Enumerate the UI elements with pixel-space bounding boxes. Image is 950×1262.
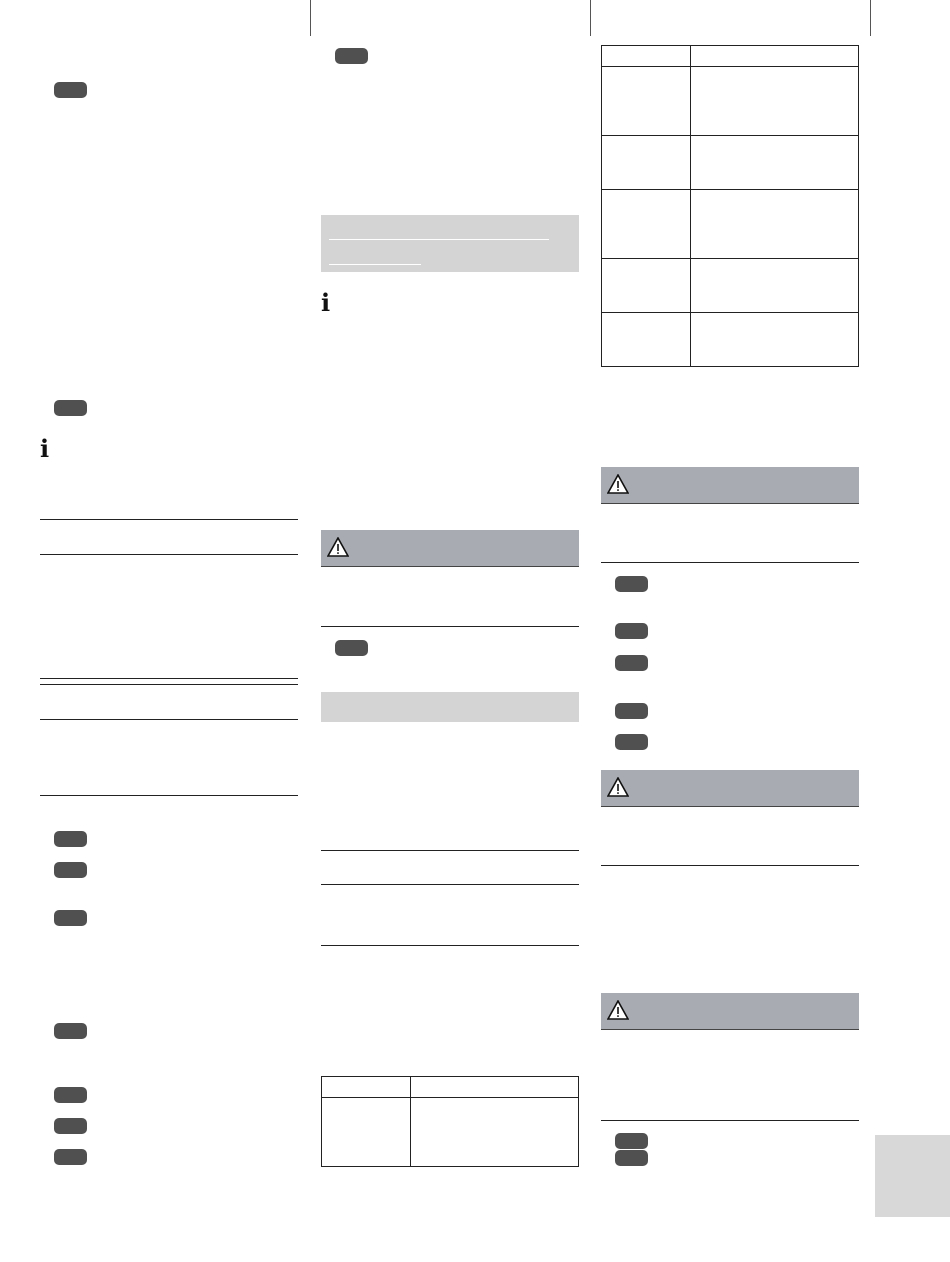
step-marker (615, 703, 648, 719)
step-marker (54, 1087, 87, 1103)
table-header-row (602, 46, 859, 67)
divider (40, 719, 298, 720)
table-header-row (322, 1077, 579, 1098)
step-marker (615, 623, 648, 639)
table-cell (602, 190, 691, 259)
step-marker (54, 1023, 87, 1039)
divider (601, 865, 859, 866)
step-marker (54, 1149, 87, 1165)
divider (40, 554, 298, 555)
table-cell (691, 67, 859, 136)
column-divider (310, 0, 311, 36)
table-header-cell (322, 1077, 411, 1098)
divider (40, 519, 298, 520)
table-cell (602, 313, 691, 367)
divider (321, 850, 579, 851)
warning-triangle-icon (607, 777, 629, 797)
step-marker (615, 1133, 648, 1149)
heading-underline (329, 239, 549, 240)
small-table (321, 1076, 579, 1167)
section-heading-box (321, 215, 579, 272)
divider (601, 562, 859, 563)
info-icon: i (40, 434, 50, 463)
table-cell (602, 259, 691, 313)
table-header-cell (411, 1077, 579, 1098)
warning-bar (321, 530, 579, 567)
side-tab (875, 1135, 950, 1217)
divider (601, 1120, 859, 1121)
step-marker (54, 1118, 87, 1134)
table-row (602, 259, 859, 313)
table-cell (322, 1098, 411, 1167)
divider (321, 884, 579, 885)
table-row (602, 190, 859, 259)
table-cell (411, 1098, 579, 1167)
table-cell (691, 313, 859, 367)
right-table (601, 45, 859, 367)
column-divider (590, 0, 591, 36)
table-row (602, 136, 859, 190)
table-row (602, 313, 859, 367)
table-row (322, 1098, 579, 1167)
divider (40, 795, 298, 796)
step-marker (615, 655, 648, 671)
table-cell (602, 136, 691, 190)
divider (321, 945, 579, 946)
table-cell (691, 190, 859, 259)
table-cell (691, 259, 859, 313)
heading-underline (329, 264, 421, 265)
table-header-cell (691, 46, 859, 67)
divider (321, 626, 579, 627)
step-marker (54, 400, 87, 416)
table-cell (691, 136, 859, 190)
section-heading-box (321, 692, 579, 722)
divider (40, 678, 298, 679)
warning-bar (601, 770, 859, 807)
warning-triangle-icon (327, 537, 349, 557)
step-marker (335, 48, 368, 64)
step-marker (615, 576, 648, 592)
step-marker (335, 640, 368, 656)
step-marker (54, 910, 87, 926)
table-row (602, 67, 859, 136)
step-marker (615, 734, 648, 750)
warning-triangle-icon (607, 474, 629, 494)
divider (40, 684, 298, 685)
table-cell (602, 67, 691, 136)
warning-triangle-icon (607, 1000, 629, 1020)
step-marker (615, 1150, 648, 1166)
warning-bar (601, 467, 859, 504)
table-header-cell (602, 46, 691, 67)
step-marker (54, 831, 87, 847)
info-icon: i (321, 288, 331, 317)
step-marker (54, 862, 87, 878)
step-marker (54, 82, 87, 98)
column-divider (870, 0, 871, 36)
warning-bar (601, 993, 859, 1030)
